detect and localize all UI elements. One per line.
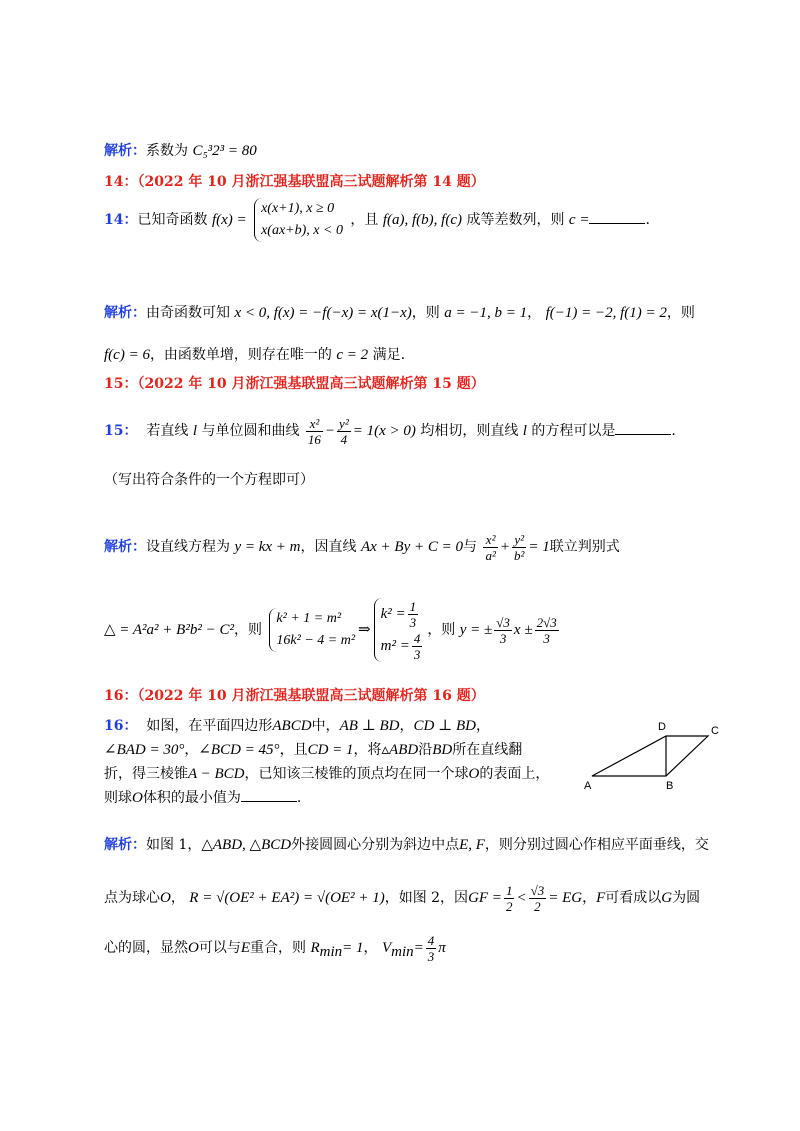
q16-line3 — [104, 762, 549, 786]
text: . — [645, 212, 650, 228]
formula: = EG — [548, 890, 583, 906]
text: ，如图 2，因 — [384, 890, 469, 906]
answer-blank[interactable] — [615, 422, 671, 435]
formula: ▵ABD — [381, 742, 419, 758]
numerator: 1 — [505, 882, 513, 898]
section-header-14: 14：（2022 年 10 月浙江强基联盟高三试题解析第 14 题） — [104, 174, 485, 190]
formula: △ = A²a² + B²b² − C² — [104, 622, 234, 638]
text: 的方程可以是 — [531, 423, 616, 439]
analysis-label: 解析： — [104, 143, 146, 159]
formula: c = 2 — [336, 347, 369, 363]
text: 的表面上， — [479, 766, 550, 782]
question-number: 16： — [104, 718, 138, 734]
formula: O — [132, 790, 143, 806]
denominator: 16 — [307, 431, 321, 447]
text: 系数为 — [146, 143, 188, 159]
formula: O — [160, 890, 171, 906]
text: 由奇函数可知 — [146, 305, 230, 321]
formula: a = −1, b = 1 — [444, 305, 528, 321]
case-1: x(x+1), x ≥ 0 — [261, 201, 335, 216]
text: ， — [527, 305, 542, 321]
numerator: y² — [512, 532, 526, 548]
case-2: x(ax+b), x < 0 — [261, 223, 343, 238]
text: ， — [363, 940, 378, 956]
text: ， — [475, 718, 490, 734]
analysis-16-line1 — [104, 835, 709, 855]
analysis-label: 解析： — [104, 837, 146, 853]
formula: A − BCD — [188, 766, 245, 782]
text: 与 — [462, 539, 477, 555]
text: . — [296, 790, 302, 806]
text: ，已知该三棱锥的顶点均在同一个球 — [244, 766, 469, 782]
denominator: b² — [513, 547, 525, 563]
text: ，则 — [427, 622, 456, 638]
numerator: y² — [339, 415, 349, 431]
text: 联立判别式 — [549, 539, 620, 555]
section-header-15: 15：（2022 年 10 月浙江强基联盟高三试题解析第 15 题） — [104, 376, 485, 392]
question-14 — [104, 198, 650, 242]
answer-blank[interactable] — [241, 789, 297, 802]
text: 成等差数列，则 — [466, 212, 565, 228]
q16-line2 — [104, 738, 549, 762]
text: ， — [399, 718, 414, 734]
formula: G — [661, 890, 673, 906]
formula: f(x) = — [211, 212, 247, 228]
text: 与单位圆和曲线 — [201, 423, 300, 439]
result-brace — [374, 598, 425, 662]
subscript: min — [319, 943, 343, 960]
formula: y = ± — [459, 622, 493, 638]
denominator: 3 — [409, 614, 417, 630]
numerator: 1 — [409, 598, 417, 614]
denominator: 3 — [543, 630, 550, 646]
formula: C₅³2³ = 80 — [192, 143, 257, 159]
formula: Ax + By + C = 0 — [360, 539, 463, 555]
question-16 — [104, 714, 549, 810]
text: 体积的最小值为 — [142, 790, 241, 806]
analysis-16-line3 — [104, 930, 446, 970]
formula: π — [438, 940, 446, 956]
line-l: l — [192, 423, 198, 439]
text: 中， — [311, 718, 340, 734]
formula: CD ⊥ BD — [413, 718, 476, 734]
text: 如图 1， — [146, 837, 202, 853]
formula: R = √(OE² + EA²) = √(OE² + 1) — [189, 890, 385, 906]
numerator: √3 — [496, 614, 510, 630]
operator: − — [324, 423, 336, 439]
vertex-b: B — [666, 780, 674, 792]
formula: V — [381, 940, 392, 956]
denominator: 3 — [427, 948, 435, 964]
text: ， — [184, 742, 199, 758]
q16-line1 — [104, 714, 549, 738]
formula: E — [240, 940, 251, 956]
fraction — [512, 532, 526, 563]
fraction — [337, 416, 351, 447]
text: ，且 — [279, 742, 308, 758]
formula: f(a), f(b), f(c) — [382, 212, 462, 228]
text: 已知奇函数 — [137, 212, 208, 228]
text: 为圆 — [672, 890, 701, 906]
formula: △ABD, △BCD — [201, 837, 292, 853]
text: 点为球心 — [104, 890, 160, 906]
formula: O — [188, 940, 199, 956]
analysis-16-line2 — [104, 880, 700, 916]
text: ，则 — [233, 622, 262, 638]
question-15 — [104, 414, 676, 448]
analysis-15-line2 — [104, 598, 561, 662]
formula: x ± — [513, 622, 533, 638]
formula: f(c) = 6 — [104, 347, 150, 363]
quadrilateral-outline — [592, 736, 708, 776]
q16-line4 — [104, 786, 549, 810]
operator: + — [499, 539, 510, 555]
vertex-a: A — [584, 780, 592, 792]
formula: O — [468, 766, 480, 782]
text: ， — [170, 890, 185, 906]
analysis-13 — [104, 141, 257, 161]
text: 沿 — [418, 742, 433, 758]
analysis-label: 解析： — [104, 305, 146, 321]
line-l: l — [522, 423, 527, 439]
formula: x < 0, f(x) = −f(−x) = x(1−x) — [234, 305, 412, 321]
text: ， — [582, 890, 597, 906]
text: ，因直线 — [300, 539, 357, 555]
fraction — [483, 532, 497, 563]
fraction — [535, 615, 559, 646]
formula: AB ⊥ BD — [339, 718, 400, 734]
denominator: 2 — [534, 898, 541, 914]
text: ，且 — [350, 212, 379, 228]
text: ，由函数单增，则存在唯一的 — [149, 347, 332, 363]
text: 则球 — [104, 790, 132, 806]
denominator: 3 — [499, 630, 507, 646]
formula: = — [413, 940, 424, 956]
text: 心的圆，显然 — [104, 940, 188, 956]
text: 可以与 — [198, 940, 241, 956]
fraction — [306, 416, 323, 447]
text: 所在直线翻 — [452, 742, 523, 758]
formula: R — [310, 940, 320, 956]
fraction — [504, 883, 515, 914]
denominator: 2 — [505, 898, 513, 914]
formula: k² = — [380, 606, 406, 622]
analysis-14-line1 — [104, 303, 695, 323]
formula: ABCD — [272, 718, 312, 734]
text: ，则 — [411, 305, 440, 321]
text: ，将 — [353, 742, 382, 758]
equation-1: k² + 1 = m² — [276, 611, 342, 626]
formula: E, F — [459, 837, 485, 853]
question-number: 14： — [104, 212, 138, 228]
section-header-16: 16：（2022 年 10 月浙江强基联盟高三试题解析第 16 题） — [104, 688, 485, 704]
text: 重合，则 — [250, 940, 307, 956]
text: 若直线 — [146, 423, 189, 439]
text: 设直线方程为 — [146, 539, 230, 555]
text: 均相切，则直线 — [420, 423, 519, 439]
formula: F — [596, 890, 606, 906]
fraction — [529, 883, 547, 914]
text: 如图，在平面四边形 — [146, 718, 273, 734]
analysis-15-line1 — [104, 530, 620, 564]
numerator: x² — [306, 416, 323, 432]
implies-arrow: ⇒ — [358, 622, 371, 638]
formula: c = — [568, 212, 590, 228]
numerator: 4 — [413, 630, 421, 646]
answer-blank[interactable] — [589, 211, 645, 224]
text: ，则 — [666, 305, 695, 321]
formula: ∠BAD = 30° — [104, 742, 185, 758]
analysis-14-line2 — [104, 345, 405, 365]
fraction — [412, 631, 423, 662]
formula: = 1 — [342, 940, 364, 956]
text: 满足. — [372, 347, 406, 363]
text: ，则分别过圆心作相应平面垂线，交 — [484, 837, 709, 853]
numerator: 4 — [427, 932, 435, 948]
text: . — [671, 423, 676, 439]
quadrilateral-figure — [578, 718, 728, 794]
formula: ∠BCD = 45° — [198, 742, 280, 758]
formula: y = kx + m — [234, 539, 301, 555]
vertex-c: C — [711, 725, 719, 737]
equation-2: 16k² − 4 = m² — [276, 633, 356, 648]
numerator: √3 — [530, 882, 545, 898]
text: 折，得三棱锥 — [104, 766, 188, 782]
formula: BD — [432, 742, 453, 758]
formula: = 1(x > 0) — [352, 423, 416, 439]
formula: = 1 — [528, 539, 550, 555]
fraction — [408, 599, 419, 630]
text: 外接圆圆心分别为斜边中点 — [291, 837, 460, 853]
denominator: 4 — [340, 431, 348, 447]
denominator: a² — [485, 547, 496, 563]
formula: f(−1) = −2, f(1) = 2 — [545, 305, 667, 321]
formula: m² = — [380, 638, 410, 654]
operator: < — [516, 890, 527, 906]
analysis-label: 解析： — [104, 539, 146, 555]
fraction — [494, 615, 512, 646]
system-brace — [269, 608, 355, 652]
numerator: 2√3 — [536, 614, 557, 630]
vertex-d: D — [658, 721, 666, 733]
denominator: 3 — [413, 646, 421, 662]
text: 可看成以 — [605, 890, 662, 906]
formula: GF = — [468, 890, 502, 906]
question-15-note: （写出符合条件的一个方程即可） — [104, 472, 314, 488]
formula: CD = 1 — [307, 742, 354, 758]
numerator: x² — [483, 532, 497, 548]
piecewise-brace — [254, 198, 343, 242]
fraction — [426, 933, 437, 964]
subscript: min — [391, 943, 414, 960]
question-number: 15： — [104, 423, 138, 439]
